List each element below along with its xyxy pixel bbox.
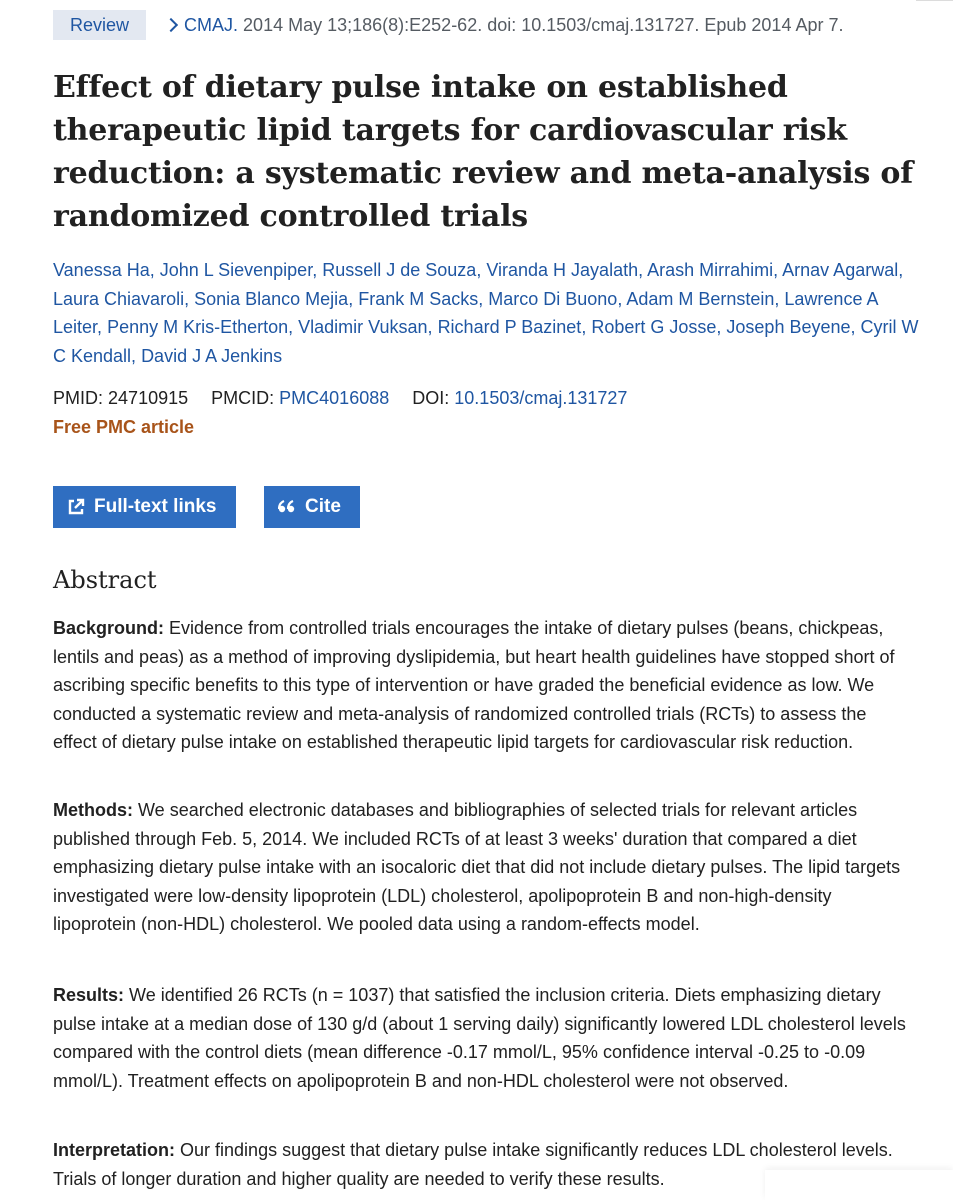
citation-line	[184, 15, 843, 36]
author-link[interactable]: Penny M Kris-Etherton	[107, 317, 289, 337]
author-link[interactable]: Joseph Beyene	[726, 317, 851, 337]
interpretation-label: Interpretation:	[53, 1140, 176, 1160]
identifiers	[53, 385, 627, 411]
author-link[interactable]: Frank M Sacks	[358, 288, 479, 309]
abstract-heading: Abstract	[53, 566, 157, 594]
abstract-results	[53, 981, 913, 1095]
author-link[interactable]: Adam M Bernstein	[626, 288, 775, 309]
pmid-value: 24710915	[108, 388, 189, 408]
author-link[interactable]: Laura Chiavaroli	[53, 288, 185, 309]
pmid-label: PMID:	[53, 388, 104, 408]
author-link[interactable]: John L Sievenpiper	[159, 260, 313, 280]
page-title: Effect of dietary pulse intake on established therapeutic lipid targets for cardiovascular risk reduction: a systematic review and meta-analysis of randomized controlled trials	[53, 70, 913, 234]
chevron-right-icon[interactable]	[164, 18, 178, 32]
methods-text: We searched electronic databases and bibliographies of selected trials for relevant articles published through Feb. 5, 2014. We included RCTs of at least 3 weeks' duration that compared a diet emphasizing dietary pulse intake with an isocaloric diet that did not include dietary pulses. The lipid targets investigated were low-density lipoprotein (LDL) cholesterol, apolipoprotein B and non-high-density lipoprotein (non-HDL) cholesterol. We pooled data using a random-effects model.	[53, 800, 901, 934]
author-link[interactable]: Arnav Agarwal	[782, 260, 899, 280]
cite-button[interactable]	[264, 486, 360, 528]
authors-list: Vanessa Ha, John L Sievenpiper, Russell J de Souza, Viranda H Jayalath, Arash Mirrahimi, Arnav Agarwal, Laura Chiavaroli, Sonia Blanco Mejia, Frank M Sacks, Marco Di Buono, Adam M Bernstein, Lawrence A Leiter, Penny M Kris-Etherton, Vladimir Vuksan, Richard P Bazinet, Robert G Josse, Joseph Beyene, Cyril W C Kendall, David J A Jenkins	[53, 260, 919, 366]
results-label: Results:	[53, 985, 125, 1005]
external-link-icon	[67, 498, 85, 516]
article-type-badge: Review	[53, 10, 146, 40]
author-link[interactable]: Vladimir Vuksan	[298, 317, 428, 337]
author-link[interactable]: Cyril W C Kendall	[53, 317, 919, 366]
author-link[interactable]: Robert G Josse	[591, 317, 717, 337]
top-divider	[916, 0, 953, 1]
bottom-fade-overlay	[765, 1170, 953, 1200]
author-link[interactable]: Marco Di Buono	[488, 288, 618, 309]
free-pmc-article-label: Free PMC article	[53, 417, 195, 437]
pmcid-label: PMCID:	[211, 388, 275, 408]
full-text-links-label: Full-text links	[94, 496, 217, 517]
author-link[interactable]: Vanessa Ha	[53, 260, 150, 280]
abstract-methods	[53, 796, 913, 939]
quote-icon	[278, 499, 296, 515]
pmcid-link[interactable]: PMC4016088	[279, 388, 390, 408]
author-link[interactable]: Viranda H Jayalath	[486, 260, 639, 280]
author-link[interactable]: David J A Jenkins	[141, 345, 283, 366]
results-text: We identified 26 RCTs (n = 1037) that satisfied the inclusion criteria. Diets emphasizing dietary pulse intake at a median dose of 130 g/d (about 1 serving daily) significantly lowered LDL cholesterol levels compared with the control diets (mean difference -0.17 mmol/L, 95% confidence interval -0.25 to -0.09 mmol/L). Treatment effects on apolipoprotein B and non-HDL cholesterol were not observed.	[53, 985, 906, 1091]
author-link[interactable]: Richard P Bazinet	[437, 317, 582, 337]
citation-details: 2014 May 13;186(8):E252-62. doi: 10.1503/cmaj.131727. Epub 2014 Apr 7.	[243, 14, 844, 35]
author-link[interactable]: Russell J de Souza	[322, 260, 477, 280]
author-link[interactable]: Arash Mirrahimi	[647, 260, 774, 280]
doi-link[interactable]: 10.1503/cmaj.131727	[454, 388, 628, 408]
abstract-background	[53, 614, 913, 757]
interpretation-text: Our findings suggest that dietary pulse intake significantly reduces LDL cholesterol levels. Trials of longer duration and higher quality are needed to verify these results.	[53, 1140, 893, 1189]
background-text: Evidence from controlled trials encourages the intake of dietary pulses (beans, chickpeas, lentils and peas) as a method of improving dyslipidemia, but heart health guidelines have stopped short of ascribing specific benefits to this type of intervention or have graded the beneficial evidence as low. We conducted a systematic review and meta-analysis of randomized controlled trials (RCTs) to assess the effect of dietary pulse intake on established therapeutic lipid targets for cardiovascular risk reduction.	[53, 618, 895, 752]
author-link[interactable]: Sonia Blanco Mejia	[194, 288, 349, 309]
doi-label: DOI:	[412, 388, 450, 408]
methods-label: Methods:	[53, 800, 133, 820]
journal-link[interactable]: CMAJ.	[184, 14, 239, 35]
full-text-links-button[interactable]	[53, 486, 236, 528]
citation-bar	[53, 10, 843, 40]
author-link[interactable]: Lawrence A Leiter	[53, 288, 878, 337]
cite-label: Cite	[305, 496, 341, 517]
background-label: Background:	[53, 618, 165, 638]
